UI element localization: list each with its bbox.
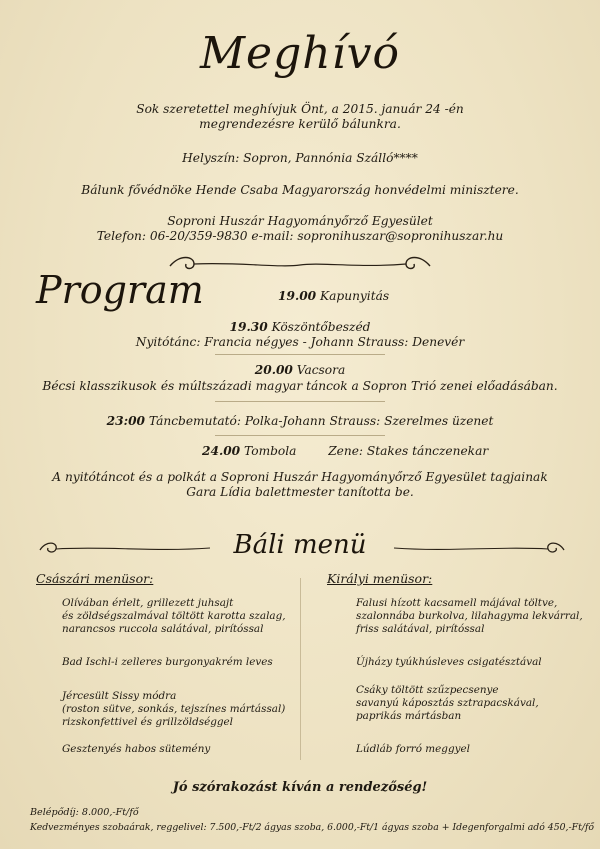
program-text: Tombola — [244, 444, 297, 458]
program-time: 24.00 — [202, 444, 241, 458]
program-note-1: A nyitótáncot és a polkát a Soproni Huszár Hagyományőrző Egyesület tagjainak — [52, 470, 548, 484]
program-heading: Program — [36, 268, 204, 312]
program-time: 19.30 — [229, 320, 268, 334]
program-text: Kapunyitás — [320, 289, 390, 303]
entry-fee-text: Belépődíj: 8.000,-Ft/fő — [30, 807, 139, 818]
program-text: Köszöntőbeszéd — [271, 320, 371, 334]
menu-item: szalonnába burkolva, lilahagyma lekvárral, — [356, 610, 583, 622]
venue-text: Helyszín: Sopron, Pannónia Szálló**** — [182, 151, 418, 165]
closing-text: Jó szórakozást kíván a rendezőség! — [172, 780, 428, 795]
page-title: Meghívó — [199, 28, 400, 79]
program-time: 20.00 — [254, 363, 293, 377]
program-extra: Zene: Stakes tánczenekar — [328, 444, 489, 458]
program-item-4 — [0, 414, 600, 429]
menu-item: Falusi hízott kacsamell májával töltve, — [356, 597, 558, 609]
menu-item: és zöldségszalmával töltött karotta szalag, — [62, 610, 286, 622]
menu-item: narancsos ruccola salátával, pirítóssal — [62, 623, 264, 635]
menu-item: paprikás mártásban — [356, 710, 462, 722]
room-prices-text: Kedvezményes szobaárak, reggelivel: 7.500,-Ft/2 ágyas szoba, 6.000,-Ft/1 ágyas szoba + Idegenforgalmi adó 450,-Ft/fő — [30, 822, 595, 833]
left-menu-title: Császári menüsor: — [36, 571, 154, 586]
program-item-3 — [0, 363, 600, 378]
organizer-text: Soproni Huszár Hagyományőrző Egyesület — [167, 214, 433, 228]
program-text: Táncbemutató: Polka-Johann Strauss: Szerelmes üzenet — [148, 414, 494, 428]
program-item-3-sub: Bécsi klasszikusok és múltszázadi magyar táncok a Sopron Trió zenei előadásában. — [42, 379, 558, 393]
menu-item: Olívában érlelt, grillezett juhsajt — [62, 597, 234, 609]
divider-line — [215, 401, 385, 402]
menu-item: savanyú káposztás sztrapacskával, — [356, 697, 539, 709]
program-item-2-sub: Nyitótánc: Francia négyes - Johann Strauss: Denevér — [135, 335, 465, 349]
program-text: Vacsora — [296, 363, 346, 377]
program-time: 19.00 — [278, 289, 317, 303]
right-menu-title: Királyi menüsor: — [327, 571, 433, 586]
divider-line — [215, 435, 385, 436]
menu-item: Gesztenyés habos sütemény — [62, 743, 211, 755]
program-item-5 — [202, 444, 488, 459]
program-time: 23:00 — [106, 414, 146, 428]
intro-line-2: megrendezésre kerülő bálunkra. — [199, 117, 401, 131]
menu-item: Csáky töltött szűzpecsenye — [356, 684, 499, 696]
menu-heading: Báli menü — [233, 530, 367, 560]
program-note-2: Gara Lídia balettmester tanította be. — [186, 485, 414, 499]
menu-item: friss salátával, pirítóssal — [356, 623, 485, 635]
menu-item: Jércesült Sissy módra — [62, 690, 177, 702]
menu-item: Újházy tyúkhúsleves csigatésztával — [356, 656, 542, 668]
menu-item: Lúdláb forró meggyel — [356, 743, 470, 755]
patron-text: Bálunk fővédnöke Hende Csaba Magyarország honvédelmi minisztere. — [81, 183, 519, 197]
menu-item: Bad Ischl-i zelleres burgonyakrém leves — [62, 656, 273, 668]
program-item-1 — [278, 289, 389, 304]
swirl-ornament-icon — [390, 538, 570, 558]
contact-text: Telefon: 06-20/359-9830 e-mail: sopronihuszar@sopronihuszar.hu — [96, 229, 504, 243]
menu-item: rizskonfettivel és grillzöldséggel — [62, 716, 233, 728]
column-divider — [300, 578, 301, 760]
menu-item: (roston sütve, sonkás, tejszínes mártással) — [62, 703, 286, 715]
program-item-2 — [0, 320, 600, 335]
divider-line — [215, 354, 385, 355]
intro-line-1: Sok szeretettel meghívjuk Önt, a 2015. január 24 -én — [136, 102, 464, 116]
